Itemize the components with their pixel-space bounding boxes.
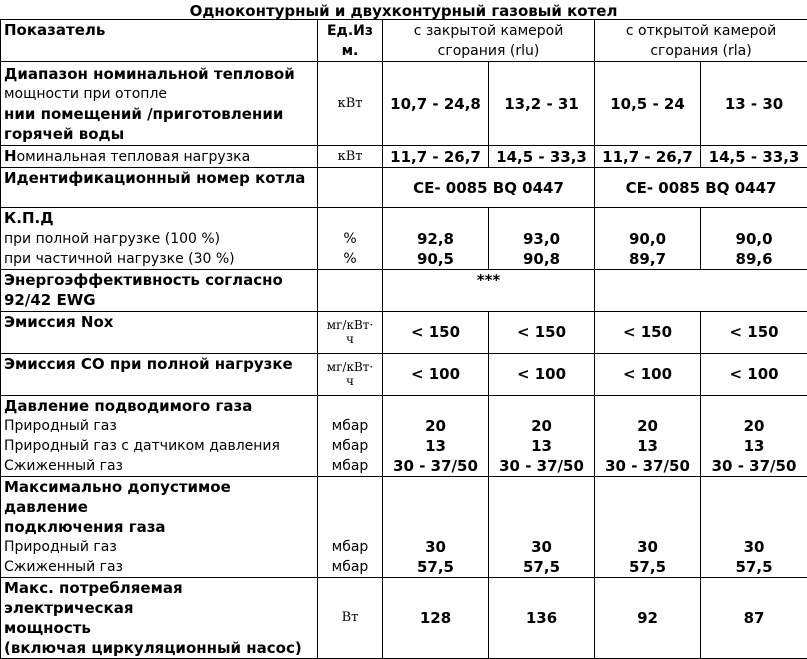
load-value-3: 11,7 - 26,7	[595, 146, 701, 168]
header-open-line2: сгорания (rla)	[598, 41, 804, 61]
header-unit-line1: Ед.Из	[318, 21, 382, 41]
energy-value: ***	[383, 269, 595, 311]
header-row	[1, 20, 807, 62]
energy-label-line1: Энергоэффективность согласно	[4, 270, 314, 290]
kpd-partial-value-3: 89,7	[595, 249, 701, 270]
range-value-3: 10,5 - 24	[595, 62, 701, 146]
max-natural-unit: мбар	[318, 537, 383, 557]
table-row	[1, 537, 807, 557]
table-row	[1, 353, 807, 395]
max-pressure-label-line1: Максимально допустимое давление	[4, 477, 314, 517]
load-value-4: 14,5 - 33,3	[701, 146, 807, 168]
power-unit: Вт	[318, 578, 383, 659]
max-liquid-value-2: 57,5	[489, 557, 595, 578]
max-natural-value-1: 30	[383, 537, 489, 557]
nox-value-2: < 150	[489, 311, 595, 353]
table-row	[1, 208, 807, 229]
table-row	[1, 146, 807, 168]
gas-sensor-value-4: 13	[701, 436, 807, 456]
kpd-full-value-4: 90,0	[701, 229, 807, 249]
load-label-rest: оминальная тепловая нагрузка	[17, 149, 251, 165]
kpd-partial-label: при частичной нагрузке (30 %)	[1, 249, 318, 270]
table-row	[1, 168, 807, 208]
kpd-partial-value-1: 90,5	[383, 249, 489, 270]
power-label-line1: Макс. потребляемая электрическая	[4, 578, 314, 618]
gas-sensor-value-3: 13	[595, 436, 701, 456]
header-closed-line2: сгорания (rlu)	[386, 41, 591, 61]
kpd-full-unit: %	[318, 229, 383, 249]
co-value-1: < 100	[383, 353, 489, 395]
ident-open: CE- 0085 BQ 0447	[595, 168, 807, 208]
nox-value-3: < 150	[595, 311, 701, 353]
gas-pressure-label: Давление подводимого газа	[1, 395, 318, 416]
max-liquid-label: Сжиженный газ	[1, 557, 318, 578]
gas-natural-value-2: 20	[489, 416, 595, 436]
gas-liquid-label: Сжиженный газ	[1, 456, 318, 477]
power-value-1: 128	[383, 578, 489, 659]
table-row	[1, 311, 807, 353]
kpd-partial-value-2: 90,8	[489, 249, 595, 270]
co-label: Эмиссия СО при полной нагрузке	[1, 353, 318, 395]
header-param: Показатель	[1, 20, 318, 62]
gas-natural-label: Природный газ	[1, 416, 318, 436]
range-label-line1: Диапазон номинальной тепловой	[4, 64, 314, 84]
power-value-4: 87	[701, 578, 807, 659]
ident-label: Идентификационный номер котла	[1, 168, 318, 208]
co-value-2: < 100	[489, 353, 595, 395]
max-liquid-value-4: 57,5	[701, 557, 807, 578]
table-row	[1, 269, 807, 311]
kpd-partial-value-4: 89,6	[701, 249, 807, 270]
nox-label: Эмиссия Nox	[1, 311, 318, 353]
range-value-2: 13,2 - 31	[489, 62, 595, 146]
max-natural-value-2: 30	[489, 537, 595, 557]
kpd-label: К.П.Д	[1, 208, 318, 229]
gas-natural-value-1: 20	[383, 416, 489, 436]
range-label-line4: горячей воды	[4, 124, 314, 144]
table-row	[1, 578, 807, 659]
header-open-line1: с открытой камерой	[598, 21, 804, 41]
gas-liquid-value-3: 30 - 37/50	[595, 456, 701, 477]
gas-liquid-unit: мбар	[318, 456, 383, 477]
gas-natural-value-4: 20	[701, 416, 807, 436]
max-pressure-label-line2: подключения газа	[4, 517, 314, 537]
max-natural-value-3: 30	[595, 537, 701, 557]
table-row	[1, 249, 807, 270]
gas-liquid-value-4: 30 - 37/50	[701, 456, 807, 477]
table-row	[1, 229, 807, 249]
gas-sensor-unit: мбар	[318, 436, 383, 456]
table-row	[1, 436, 807, 456]
specs-table	[0, 19, 807, 659]
range-label-line2: мощности при отопле	[4, 84, 314, 104]
kpd-partial-unit: %	[318, 249, 383, 270]
power-label-line2: мощность	[4, 618, 314, 638]
gas-sensor-value-2: 13	[489, 436, 595, 456]
table-row	[1, 395, 807, 416]
gas-natural-value-3: 20	[595, 416, 701, 436]
power-value-2: 136	[489, 578, 595, 659]
gas-sensor-label: Природный газ с датчиком давления	[1, 436, 318, 456]
gas-natural-unit: мбар	[318, 416, 383, 436]
kpd-full-value-1: 92,8	[383, 229, 489, 249]
table-row	[1, 456, 807, 477]
gas-sensor-value-1: 13	[383, 436, 489, 456]
table-title: Одноконтурный и двухконтурный газовый котел	[0, 0, 807, 19]
nox-value-1: < 150	[383, 311, 489, 353]
max-liquid-unit: мбар	[318, 557, 383, 578]
range-value-1: 10,7 - 24,8	[383, 62, 489, 146]
nox-unit-line2: ч	[318, 332, 382, 346]
co-unit-line2: ч	[318, 374, 382, 388]
nox-value-4: < 150	[701, 311, 807, 353]
gas-liquid-value-1: 30 - 37/50	[383, 456, 489, 477]
range-label-line3: нии помещений /приготовлении	[4, 104, 314, 124]
header-unit-line2: м.	[318, 41, 382, 61]
gas-liquid-value-2: 30 - 37/50	[489, 456, 595, 477]
kpd-full-value-3: 90,0	[595, 229, 701, 249]
kpd-full-label: при полной нагрузке (100 %)	[1, 229, 318, 249]
ident-closed: CE- 0085 BQ 0447	[383, 168, 595, 208]
max-natural-label: Природный газ	[1, 537, 318, 557]
range-unit: кВт	[318, 62, 383, 146]
co-value-4: < 100	[701, 353, 807, 395]
load-unit: кВт	[318, 146, 383, 168]
co-value-3: < 100	[595, 353, 701, 395]
range-value-4: 13 - 30	[701, 62, 807, 146]
table-row	[1, 477, 807, 538]
power-label-line3: (включая циркуляционный насос)	[4, 638, 314, 658]
load-value-2: 14,5 - 33,3	[489, 146, 595, 168]
co-unit-line1: мг/кВт·	[318, 360, 382, 374]
max-liquid-value-3: 57,5	[595, 557, 701, 578]
energy-label-line2: 92/42 EWG	[4, 290, 314, 310]
table-row	[1, 62, 807, 146]
load-value-1: 11,7 - 26,7	[383, 146, 489, 168]
max-natural-value-4: 30	[701, 537, 807, 557]
nox-unit-line1: мг/кВт·	[318, 318, 382, 332]
header-closed-line1: с закрытой камерой	[386, 21, 591, 41]
max-liquid-value-1: 57,5	[383, 557, 489, 578]
power-value-3: 92	[595, 578, 701, 659]
table-row	[1, 557, 807, 578]
load-label-first: Н	[4, 147, 17, 165]
table-row	[1, 416, 807, 436]
kpd-full-value-2: 93,0	[489, 229, 595, 249]
